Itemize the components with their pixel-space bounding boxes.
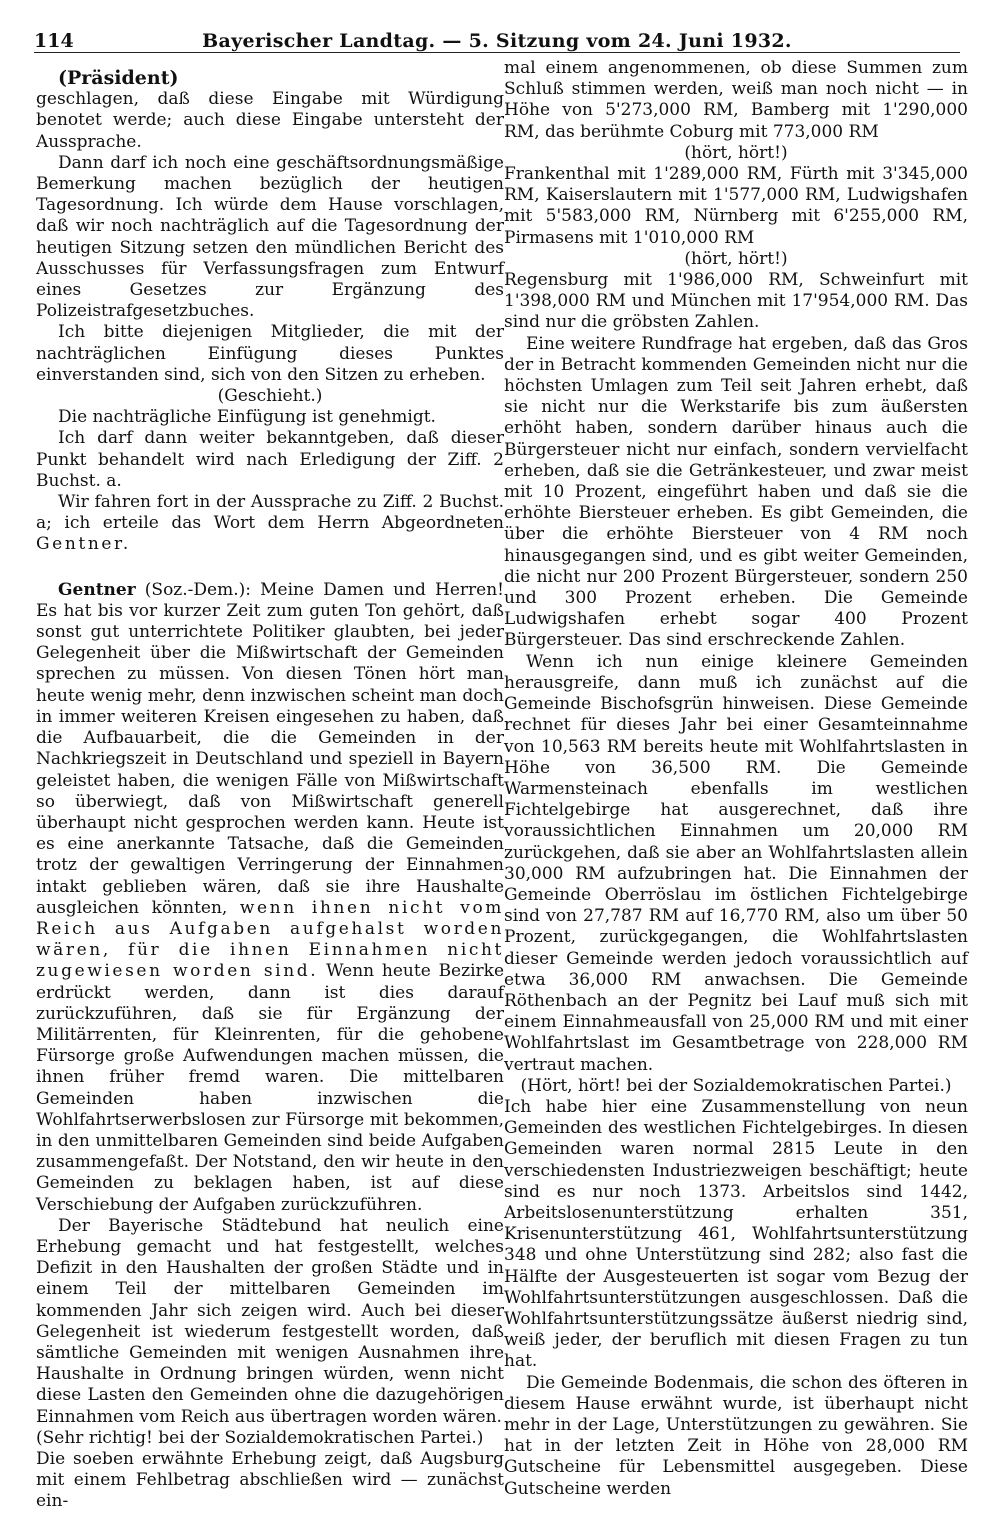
paragraph-text: Wir fahren fort in der Aussprache zu Ziff. 2 Buchst. a; ich erteile das Wort dem Herrn Abgeordneten xyxy=(36,492,504,534)
paragraph: Ich habe hier eine Zusammenstellung von neun Gemeinden des westlichen Fichtelgebirges. In diesen Gemeinden waren normal 2815 Leute in den verschiedensten Industriezweigen beschäftigt; heute sind es nur noch 1373. Arbeitslos sind 1442, Arbeitslosenunterstützung erhalten 351, Krisenunterstützung 461, Wohlfahrtsunterstützung 348 und ohne Unterstützung sind 282; also fast die Hälfte der Ausgesteuerten ist sogar vom Bezug der Wohlfahrtsunterstützungen ausgeschlossen. Daß die Wohlfahrtsunterstützungssätze äußerst niedrig sind, weiß jeder, der beruflich mit diesen Fragen zu tun hat. xyxy=(504,1096,968,1372)
speaker-reference: Gentner. xyxy=(36,534,131,555)
speaker-tag: (Präsident) xyxy=(58,67,179,89)
right-column xyxy=(504,58,968,1500)
page-number: 114 xyxy=(34,30,74,52)
paragraph: Die soeben erwähnte Erhebung zeigt, daß Augsburg mit einem Fehlbetrag abschließen wird — zunächst ein- xyxy=(36,1449,504,1512)
paragraph: geschlagen, daß diese Eingabe mit Würdigung benotet werde; auch diese Eingabe untersteht der Aussprache. xyxy=(36,89,504,152)
interjection: (Hört, hört! bei der Sozialdemokratischen Partei.) xyxy=(520,1075,952,1096)
paragraph: Eine weitere Rundfrage hat ergeben, daß das Gros der in Betracht kommenden Gemeinden nicht nur die höchsten Umlagen zum Teil seit Jahren erhebt, daß sie nicht nur die Werkstarife bis zum äußersten erhöht haben, sondern darüber hinaus auch die Bürgersteuer nicht nur einfach, sondern vervielfacht erheben, daß sie die Getränkesteuer, und zwar meist mit 10 Prozent, eingeführt haben und daß sie die erhöhte Biersteuer erheben. Es gibt Gemeinden, die über die erhöhte Biersteuer von 4 RM noch hinausgegangen sind, und es gibt weiter Gemeinden, die nicht nur 200 Prozent Bürgersteuer, sondern 250 und 300 Prozent erheben. Die Gemeinde Ludwigshafen erhebt sogar 400 Prozent Bürgersteuer. Das sind erschreckende Zahlen. xyxy=(504,333,968,651)
paragraph: Regensburg mit 1'986,000 RM, Schweinfurt mit 1'398,000 RM und München mit 17'954,000 RM. Das sind nur die gröbsten Zahlen. xyxy=(504,270,968,333)
speaker-name: Gentner xyxy=(58,579,136,600)
paragraph: Die nachträgliche Einfügung ist genehmigt. xyxy=(58,407,436,428)
paragraph: Die Gemeinde Bodenmais, die schon des öfteren in diesem Hause erwähnt wurde, ist überhaupt nicht mehr in der Lage, Unterstützungen zu gewähren. Sie hat in der letzten Zeit in Höhe von 28,000 RM Gutscheine für Lebensmittel ausgegeben. Diese Gutscheine werden xyxy=(504,1372,968,1499)
interjection: (hört, hört!) xyxy=(684,248,788,269)
interjection: (Geschieht.) xyxy=(217,386,323,407)
paragraph: Wenn ich nun einige kleinere Gemeinden herausgreife, dann muß ich zunächst auf die Gemeinde Bischofsgrün hinweisen. Diese Gemeinde rechnet für dieses Jahr bei einer Gesamteinnahme von 10,563 RM bereits heute mit Wohlfahrtslasten in Höhe von 36,500 RM. Die Gemeinde Warmensteinach ebenfalls im westlichen Fichtelgebirge hat ausgerechnet, daß ihre voraussichtlichen Einnahmen um 20,000 RM zurückgehen, daß sie aber an Wohlfahrtslasten allein 30,000 RM aufzubringen hat. Die Einnahmen der Gemeinde Oberröslau im östlichen Fichtelgebirge sind von 27,787 RM auf 16,770 RM, also um über 50 Prozent, zurückgegangen, die Wohlfahrtslasten dieser Gemeinde werden jedoch voraussichtlich auf etwa 36,000 RM anwachsen. Die Gemeinde Röthenbach an der Pegnitz bei Lauf muß sich mit einem Einnahmeausfall von 25,000 RM und mit einer Wohlfahrtslast im Gesamtbetrage von 228,000 RM vertraut machen. xyxy=(504,651,968,1075)
interjection: (Sehr richtig! bei der Sozialdemokratischen Partei.) xyxy=(36,1427,484,1448)
header-rule xyxy=(34,52,960,53)
paragraph: Dann darf ich noch eine geschäftsordnungsmäßige Bemerkung machen bezüglich der heutigen Tagesordnung. Ich würde dem Hause vorschlagen, daß wir noch nachträglich auf die Tagesordnung der heutigen Sitzung setzen den mündlichen Bericht des Ausschusses für Verfassungsfragen zum Entwurf eines Gesetzes zur Ergänzung des Polizeistrafgesetzbuches. xyxy=(36,152,504,322)
speaker-party: (Soz.-Dem.): xyxy=(135,579,261,600)
page-header xyxy=(34,30,960,52)
paragraph: Ich darf dann weiter bekanntgeben, daß dieser Punkt behandelt wird nach Erledigung der Ziff. 2 Buchst. a. xyxy=(36,428,504,491)
paragraph: Frankenthal mit 1'289,000 RM, Fürth mit 3'345,000 RM, Kaiserslautern mit 1'577,000 RM, Ludwigshafen mit 5'583,000 RM, Nürnberg mit 6'255,000 RM, Pirmasens mit 1'010,000 RM xyxy=(504,164,968,248)
paragraph: Ich bitte diejenigen Mitglieder, die mit der nachträglichen Einfügung dieses Punktes einverstanden sind, sich von den Sitzen zu erheben. xyxy=(36,322,504,385)
speech-text: Meine Damen und Herren! Es hat bis vor kurzer Zeit zum guten Ton gehört, daß sonst gut unterrichtete Politiker glaubten, bei jeder Gelegenheit über die Mißwirtschaft der Gemeinden sprechen zu müssen. Von diesen Tönen hört man heute wenig mehr, denn inzwischen scheint man doch in immer weiteren Kreisen eingesehen zu haben, daß die Aufbauarbeit, die die Gemeinden in der Nachkriegszeit in Deutschland und speziell in Bayern geleistet haben, die wenigen Fälle von Mißwirtschaft so überwiegt, daß von Mißwirtschaft generell überhaupt nicht gesprochen werden kann. Heute ist es eine anerkannte Tatsache, daß die Gemeinden trotz der gewaltigen Verringerung der Einnahmen intakt geblieben wären, daß sie ihre Haushalte ausgleichen könnten, xyxy=(36,579,505,918)
left-column xyxy=(36,68,504,1513)
running-title: Bayerischer Landtag. — 5. Sitzung vom 24. Juni 1932. xyxy=(202,30,792,52)
paragraph: Der Bayerische Städtebund hat neulich eine Erhebung gemacht und hat festgestellt, welches Defizit in den Haushalten der großen Städte und in einem Teil der mittelbaren Gemeinden im kommenden Jahr sich zeigen wird. Auch bei dieser Gelegenheit ist wiederum festgestellt worden, daß sämtliche Gemeinden mit wenigen Ausnahmen ihre Haushalte in Ordnung bringen würden, wenn nicht diese Lasten den Gemeinden ohne die dazugehörigen Einnahmen vom Reich aus übertragen worden wären. xyxy=(36,1215,504,1427)
paragraph xyxy=(36,492,504,556)
speech-paragraph xyxy=(36,580,504,1216)
section-gap xyxy=(36,556,504,580)
emphasized-text: wenn ihnen nicht vom Reich aus Aufgaben aufgehalst worden wären, für die ihnen Einnahmen nicht zugewiesen worden sind. xyxy=(36,897,504,982)
interjection: (hört, hört!) xyxy=(684,142,788,163)
paragraph: mal einem angenommenen, ob diese Summen zum Schluß stimmen werden, weiß man noch nicht — in Höhe von 5'273,000 RM, Bamberg mit 1'290,000 RM, das berühmte Coburg mit 773,000 RM xyxy=(504,58,968,142)
speech-text: Wenn heute Bezirke erdrückt werden, dann ist dies darauf zurückzuführen, daß sie für Ergänzung der Militärrenten, für Kleinrenten, für die gehobene Fürsorge große Aufwendungen machen müssen, die ihnen früher fremd waren. Die mittelbaren Gemeinden haben inzwischen die Wohlfahrtserwerbslosen zur Fürsorge mit bekommen, in den unmittelbaren Gemeinden sind beide Aufgaben zusammengefaßt. Der Notstand, den wir heute in den Gemeinden zu beklagen haben, ist auf diese Verschiebung der Aufgaben zurückzuführen. xyxy=(36,961,505,1215)
